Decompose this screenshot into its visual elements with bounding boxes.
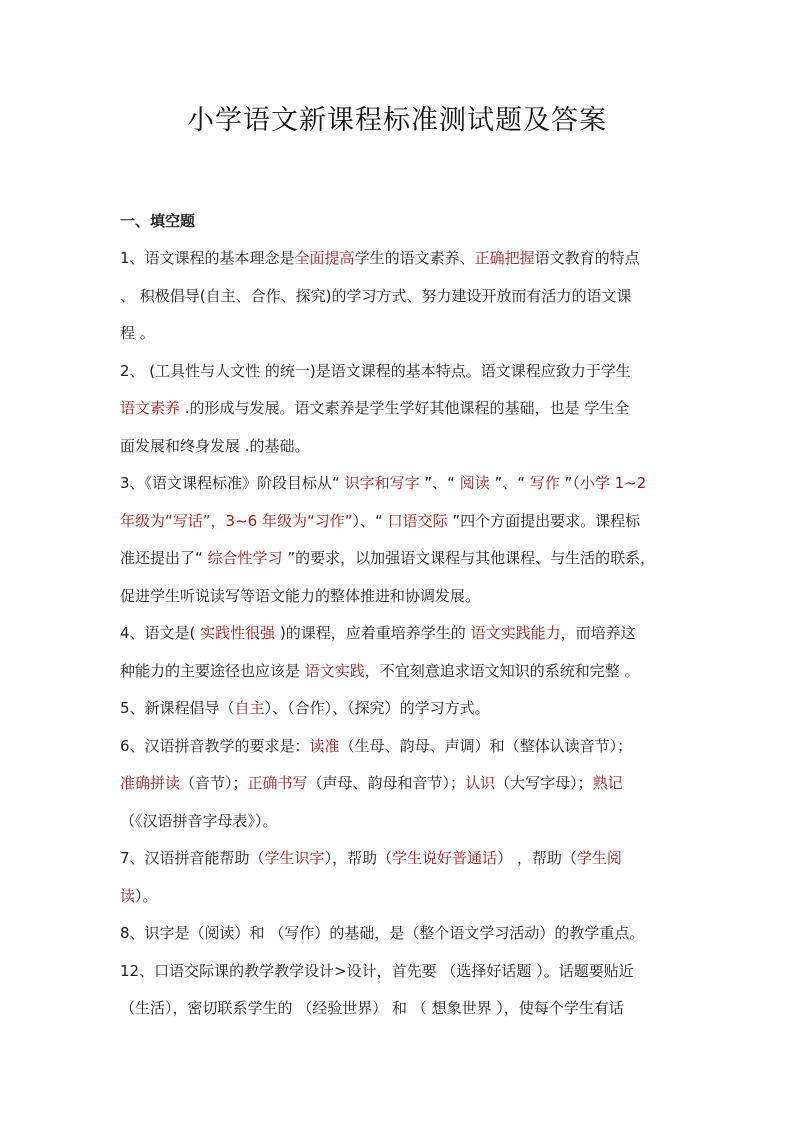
- text-run: 6、汉语拼音教学的要求是：: [120, 736, 310, 755]
- text-line: [120, 990, 680, 1028]
- text-run: （《汉语拼音字母表》）。: [120, 811, 278, 830]
- text-run: 程 。: [120, 324, 155, 342]
- text-line: [120, 315, 680, 353]
- text-run: 、 积极倡导(自主、合作、探究)的学习方式、努力建设开放而有活力的语文课: [120, 286, 632, 305]
- highlighted-text: 学生识字: [264, 849, 325, 867]
- text-run: 1、语文课程的基本理念是: [120, 249, 295, 267]
- text-line: [120, 803, 680, 841]
- text-run: 8、识字是（阅读）和 （写作）的基础，是（整个语文学习活动）的教学重点。: [120, 924, 645, 942]
- highlighted-text: 阅读: [459, 474, 490, 492]
- highlighted-text: 正确书写: [247, 774, 308, 792]
- text-line: [120, 540, 680, 578]
- highlighted-text: 学生阅: [576, 849, 622, 867]
- highlighted-text: 语文实践能力: [470, 624, 561, 642]
- highlighted-text: 小学 1~2: [579, 474, 647, 492]
- highlighted-text: 认识: [465, 774, 496, 792]
- text-line: [120, 840, 680, 878]
- text-run: ），帮助（: [324, 849, 393, 867]
- text-run: 4、语文是(: [120, 624, 201, 642]
- text-line: [120, 953, 680, 991]
- text-run: 种能力的主要途径也应该是: [120, 661, 305, 680]
- highlighted-text: 熟记: [592, 774, 623, 792]
- highlighted-text: 识字和写字: [344, 474, 420, 492]
- highlighted-text: 年级为“写话”，3~6 年级为“习作”: [120, 511, 353, 530]
- text-run: （声母、韵母和音节）；: [307, 774, 466, 792]
- text-run: ）、（合作）、（探究）的学习方式。: [264, 699, 490, 717]
- text-run: 促进学生听说读写等语文能力的整体推进和协调发展。: [120, 586, 481, 605]
- highlighted-text: 写作: [529, 474, 560, 492]
- text-run: （音节）；: [180, 774, 248, 792]
- text-run: 语文教育的特点: [534, 249, 640, 267]
- highlighted-text: 口语交际: [387, 511, 448, 530]
- text-run: 准还提出了“: [120, 549, 208, 567]
- text-run: ） ，帮助（: [497, 849, 577, 867]
- highlighted-text: 综合性学习: [207, 549, 283, 567]
- text-line: [120, 390, 680, 428]
- text-run: ”四个方面提出要求。课程标: [447, 511, 641, 530]
- text-line: [120, 915, 680, 953]
- text-run: 7、汉语拼音能帮助（: [120, 849, 265, 867]
- text-line: [120, 503, 680, 541]
- text-run: ”的要求，以加强语文课程与其他课程、与生活的联系，: [282, 549, 656, 567]
- text-line: [120, 428, 680, 466]
- text-run: （生母、韵母、声调）和（整体认读音节）；: [339, 736, 633, 755]
- highlighted-text: 读: [120, 886, 136, 905]
- text-run: （大写字母）；: [495, 774, 593, 792]
- text-run: 面发展和终身发展 .的基础。: [120, 436, 310, 455]
- text-line: [120, 615, 680, 653]
- text-run: ）。: [135, 886, 158, 905]
- text-line: [120, 690, 680, 728]
- text-line: [120, 465, 680, 503]
- text-run: 5、新课程倡导（: [120, 699, 235, 717]
- text-line: [120, 728, 680, 766]
- text-run: ，不宜刻意追求语文知识的系统和完整 。: [364, 661, 640, 680]
- highlighted-text: 准确拼读: [120, 774, 181, 792]
- text-run: ）、“: [352, 511, 388, 530]
- text-line: [120, 878, 680, 916]
- highlighted-text: 读准: [309, 736, 340, 755]
- text-run: （生活），密切联系学生的 （经验世界） 和 （ 想象世界 ），使每个学生有话: [120, 999, 624, 1017]
- text-run: 2、 (工具性与人文性 的统一)是语文课程的基本特点。语文课程应致力于学生: [120, 361, 631, 380]
- highlighted-text: 语文实践: [304, 661, 365, 680]
- text-line: [120, 653, 680, 691]
- text-line: [120, 578, 680, 616]
- text-run: ”、“: [419, 474, 460, 492]
- text-run: 12、口语交际课的教学教学设计>设计，首先要 （选择好话题 ）。话题要贴近: [120, 961, 634, 980]
- highlighted-text: 语文素养: [120, 399, 181, 417]
- highlighted-text: 全面提高: [294, 249, 355, 267]
- highlighted-text: 自主: [234, 699, 265, 717]
- document-body: [120, 240, 680, 1028]
- section-heading: 一、填空题: [120, 212, 196, 230]
- document-title: 小学语文新课程标准测试题及答案: [187, 105, 607, 136]
- text-line: [120, 240, 680, 278]
- highlighted-text: 学生说好普通话: [392, 849, 498, 867]
- text-line: [120, 278, 680, 316]
- text-run: ，而培养这: [560, 624, 636, 642]
- text-run: 学生的语文素养、: [354, 249, 475, 267]
- highlighted-text: 实践性很强: [200, 624, 276, 642]
- text-run: .的形成与发展。语文素养是学生学好其他课程的基础，也是 学生全: [180, 399, 630, 417]
- text-run: )的课程，应着重培养学生的: [275, 624, 471, 642]
- text-line: [120, 765, 680, 803]
- text-line: [120, 353, 680, 391]
- text-run: ”（: [559, 474, 580, 492]
- highlighted-text: 正确把握: [474, 249, 535, 267]
- text-run: ”、“: [489, 474, 530, 492]
- text-run: 3、《语文课程标准》阶段目标从“: [120, 474, 345, 492]
